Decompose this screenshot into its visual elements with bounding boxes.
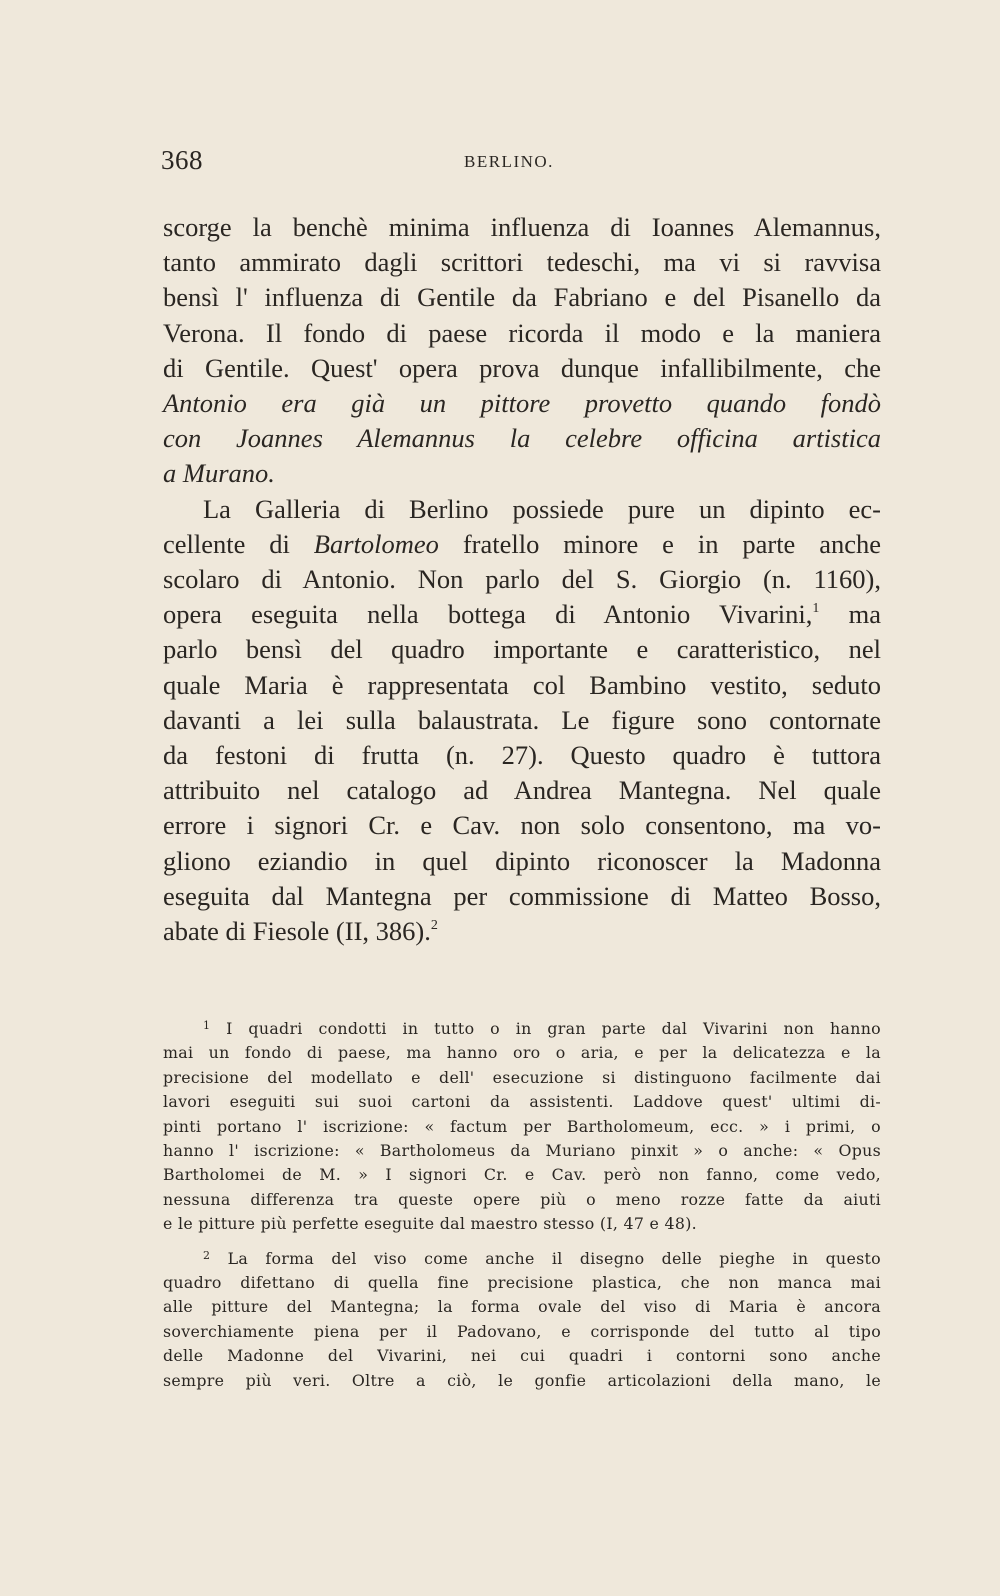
text-line <box>163 597 881 632</box>
footnote-line: nessuna differenza tra queste opere più o meno rozze fatte da aiuti <box>163 1189 881 1209</box>
footnote-text: I quadri condotti in tutto o in gran parte dal Vivarini non hanno <box>226 1019 881 1038</box>
footnote-line: pinti portano l' iscrizione: « factum per Bartholomeum, ecc. » i primi, o <box>163 1116 881 1136</box>
main-text <box>163 210 881 949</box>
footnote-line: Bartholomei de M. » I signori Cr. e Cav. però non fanno, come vedo, <box>163 1165 881 1185</box>
footnote-number: 2 <box>203 1248 211 1262</box>
text-line: davanti a lei sulla balaustrata. Le figure sono contornate <box>163 704 881 735</box>
text-line: errore i signori Cr. e Cav. non solo consentono, ma vo- <box>163 810 881 841</box>
running-head: BERLINO. <box>464 152 554 171</box>
page-number: 368 <box>161 145 203 175</box>
text-segment: abate di Fiesole (II, 386). <box>163 916 431 947</box>
footnote-line: sempre più veri. Oltre a ciò, le gonfie articolazioni della mano, le <box>163 1370 881 1390</box>
text-line: da festoni di frutta (n. 27). Questo quadro è tuttora <box>163 740 881 771</box>
text-line: eseguita dal Mantegna per commissione di Matteo Bosso, <box>163 880 881 911</box>
paragraph-start-line: La Galleria di Berlino possiede pure un dipinto ec- <box>203 493 881 524</box>
text-segment: cellente di <box>163 528 314 559</box>
text-line: parlo bensì del quadro importante e caratteristico, nel <box>163 634 881 665</box>
footnote-number: 1 <box>203 1019 211 1032</box>
footnote-line <box>163 1017 881 1041</box>
text-line: di Gentile. Quest' opera prova dunque infallibilmente, che <box>163 352 881 383</box>
footnotes <box>163 1017 881 1393</box>
footnote-ref: 2 <box>430 918 438 934</box>
text-segment: opera eseguita nella bottega di Antonio Vivarini, <box>163 599 813 630</box>
footnote-line: alle pitture del Mantegna; la forma ovale del viso di Maria è ancora <box>163 1297 881 1317</box>
footnote-line: hanno l' iscrizione: « Bartholomeus da Muriano pinxit » o anche: « Opus <box>163 1141 881 1161</box>
footnote-line: quadro difettano di quella fine precisione plastica, che non manca mai <box>163 1273 881 1293</box>
text-line: scorge la benchè minima influenza di Ioannes Alemannus, <box>163 212 881 242</box>
footnote-line: e le pitture più perfette eseguite dal maestro stesso (I, 47 e 48). <box>163 1214 697 1234</box>
italic-text-line: con Joannes Alemannus la celebre officina artistica <box>163 423 881 454</box>
text-line: attribuito nel catalogo ad Andrea Mantegna. Nel quale <box>163 775 881 806</box>
text-line <box>163 914 881 949</box>
text-line: bensì l' influenza di Gentile da Fabriano e del Pisanello da <box>163 282 881 313</box>
text-segment: ma <box>819 599 881 630</box>
text-segment: fratello minore e in parte anche <box>438 528 881 559</box>
footnote-line: mai un fondo di paese, ma hanno oro o aria, e per la delicatezza e la <box>163 1043 881 1063</box>
text-line: scolaro di Antonio. Non parlo del S. Giorgio (n. 1160), <box>163 564 881 595</box>
footnote-line: soverchiamente piena per il Padovano, e corrisponde del tutto al tipo <box>163 1321 881 1341</box>
text-line: Verona. Il fondo di paese ricorda il modo e la maniera <box>163 317 881 348</box>
italic-text-line: a Murano. <box>163 458 275 489</box>
text-line: tanto ammirato dagli scrittori tedeschi, ma vi si ravvisa <box>163 247 881 278</box>
footnote-text: La forma del viso come anche il disegno delle pieghe in questo <box>227 1248 881 1268</box>
footnote-spacer <box>163 1237 881 1247</box>
footnote-ref: 1 <box>812 601 820 617</box>
footnote-line: delle Madonne del Vivarini, nei cui quadri i contorni sono anche <box>163 1346 881 1366</box>
footnote-line <box>163 1247 881 1271</box>
footnote-line: precisione del modellato e dell' esecuzione si distinguono facilmente dai <box>163 1067 881 1087</box>
page-header <box>161 145 881 185</box>
italic-text-line: Antonio era già un pittore provetto quando fondò <box>163 388 881 419</box>
footnote-line: lavori eseguiti sui suoi cartoni da assistenti. Laddove quest' ultimi di- <box>163 1092 881 1112</box>
text-line: quale Maria è rappresentata col Bambino vestito, seduto <box>163 669 881 700</box>
italic-name: Bartolomeo <box>313 528 439 559</box>
text-line <box>163 527 881 562</box>
text-line: gliono eziandio in quel dipinto riconoscer la Madonna <box>163 845 881 876</box>
